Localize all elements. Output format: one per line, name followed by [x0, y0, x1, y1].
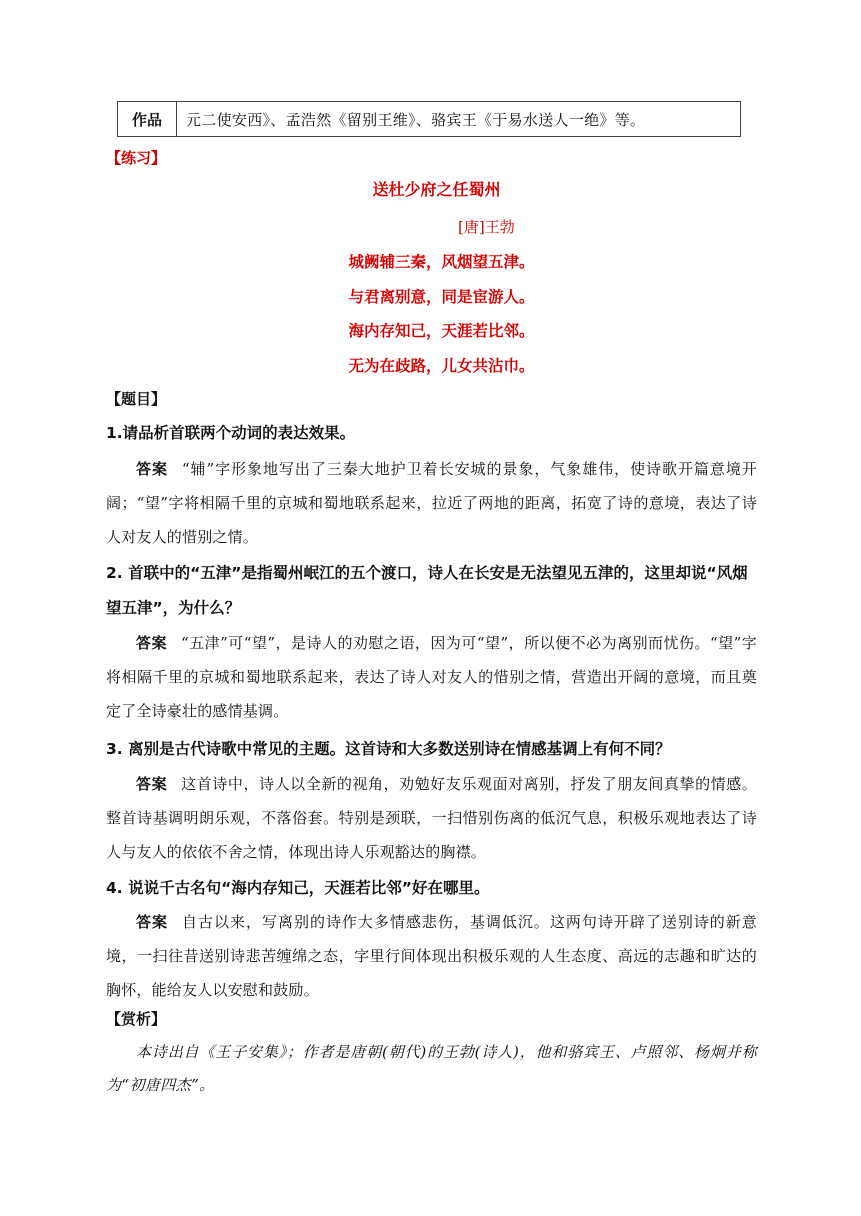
answer-4	[106, 905, 757, 1007]
answer-label: 答案	[136, 460, 168, 478]
answer-text: “五津”可“望”，是诗人的劝慰之语，因为可“望”，所以便不必为离别而忧伤。“望”字将相隔千里的京城和蜀地联系起来，表达了诗人对友人的惜别之情，营造出开阔的意境，而且奠定了全诗豪壮的感情基调。	[106, 634, 757, 720]
answer-text: “辅”字形象地写出了三秦大地护卫着长安城的景象，气象雄伟，使诗歌开篇意境开阔；“望”字将相隔千里的京城和蜀地联系起来，拉近了两地的距离，拓宽了诗的意境，表达了诗人对友人的惜别之情。	[106, 460, 757, 546]
answer-text: 这首诗中，诗人以全新的视角，劝勉好友乐观面对离别，抒发了朋友间真挚的情感。整首诗基调明朗乐观，不落俗套。特别是颈联，一扫惜别伤离的低沉气息，积极乐观地表达了诗人与友人的依依不舍之情，体现出诗人乐观豁达的胸襟。	[106, 775, 758, 861]
answer-1	[106, 452, 757, 554]
poem-title: 送杜少府之任蜀州	[372, 180, 501, 199]
answer-label: 答案	[136, 913, 168, 931]
analysis-text: 本诗出自《王子安集》；作者是唐朝(朝代)的王勃(诗人)，他和骆宾王、卢照邻、杨炯并称为“初唐四杰”。	[106, 1043, 757, 1094]
questions-heading: 【题目】	[106, 390, 167, 408]
poem-line: 海内存知己，天涯若比邻。	[348, 322, 535, 340]
poem-line: 无为在歧路，儿女共沾巾。	[348, 357, 535, 375]
poem-author: [唐]王勃	[458, 218, 515, 236]
works-label: 作品	[118, 102, 177, 136]
question-4: 4. 说说千古名句“海内存知己，天涯若比邻”好在哪里。	[106, 879, 490, 897]
question-2: 2. 首联中的“五津”是指蜀州岷江的五个渡口，诗人在长安是无法望见五津的，这里却说“风烟望五津”，为什么？	[106, 564, 748, 617]
question-1: 1.请品析首联两个动词的表达效果。	[106, 424, 356, 442]
practice-heading: 【练习】	[106, 149, 167, 167]
answer-2	[106, 626, 757, 728]
answer-label: 答案	[136, 775, 168, 793]
poem-line: 城阙辅三秦，风烟望五津。	[348, 253, 535, 271]
poem-line: 与君离别意，同是宦游人。	[348, 288, 535, 306]
question-3: 3. 离别是古代诗歌中常见的主题。这首诗和大多数送别诗在情感基调上有何不同？	[106, 740, 671, 758]
works-table	[117, 101, 741, 137]
answer-3	[106, 767, 757, 869]
works-content: 元二使安西》、孟浩然《留别王维》、骆宾王《于易水送人一绝》等。	[186, 110, 646, 129]
answer-label: 答案	[136, 634, 167, 652]
answer-text: 自古以来，写离别的诗作大多情感悲伤，基调低沉。这两句诗开辟了送别诗的新意境，一扫往昔送别诗悲苦缠绵之态，字里行间体现出积极乐观的人生态度、高远的志趣和旷达的胸怀，能给友人以安慰和鼓励。	[106, 913, 757, 999]
analysis-heading: 【赏析】	[106, 1010, 167, 1028]
